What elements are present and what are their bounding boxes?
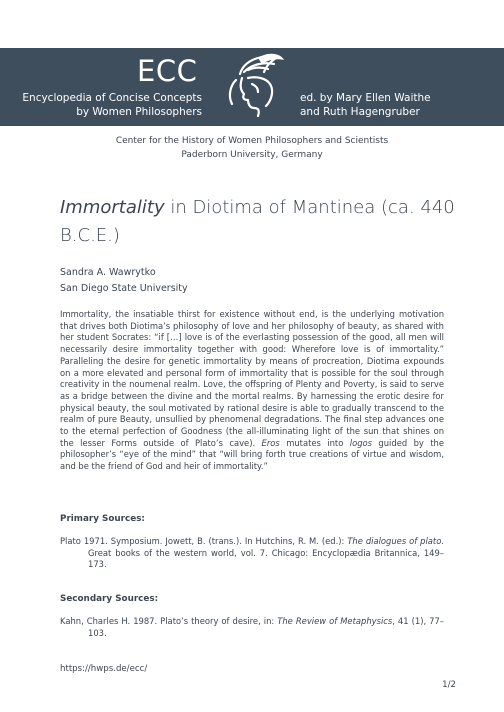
author-name: Sandra A. Wawrytko: [60, 267, 156, 278]
secondary-source-entry: [60, 616, 444, 639]
title-rest: in Diotima of Mantinea (ca. 440 B.C.E.): [60, 197, 455, 246]
secondary-ref-italic: The Review of Metaphysics: [277, 616, 393, 626]
footer-url[interactable]: https://hwps.de/ecc/: [60, 664, 148, 674]
series-title-line1: Encyclopedia of Concise Concepts: [22, 92, 202, 104]
title-italic: Immortality: [60, 197, 165, 218]
editors-line1: ed. by Mary Ellen Waithe: [300, 92, 431, 104]
abstract-logos: logos: [349, 437, 373, 448]
secondary-sources-heading: Secondary Sources:: [60, 594, 159, 604]
header-banner: [0, 48, 504, 126]
article-title: [60, 194, 460, 250]
primary-ref-pre: Plato 1971. Symposium. Jowett, B. (trans.). In Hutchins, R. M. (ed.):: [60, 536, 348, 546]
institution-line1: Center for the History of Women Philosophers and Scientists: [115, 136, 389, 146]
abstract: [60, 309, 444, 473]
abstract-part3: guided by the philosopher’s “eye of the mind” that “will bring forth true creations of virtue and wisdom, and be the friend of God and heir of immortality.”: [60, 437, 444, 472]
secondary-ref-pre: Kahn, Charles H. 1987. Plato’s theory of desire, in:: [60, 616, 278, 626]
secondary-ref-post: , 41 (1), 77–103.: [88, 616, 444, 638]
abstract-part1: Immortality, the insatiable thirst for existence without end, is the underlying motivation that drives both Diotima’s philosophy of love and her philosophy of beauty, as shared with her student Socrates: “if […] love is of the everlasting possession of the good, all men will necessarily desire immortality together with good: Wherefore love is of immortality.” Paralleling the desire for genetic immortality by means of procreation, Diotima expounds on a more elevated and personal form of immortality that is possible for the soul through creativity in the noumenal realm. Love, the offspring of Plenty and Poverty, is said to serve as a bridge between the divine and the mortal realms. By harnessing the erotic desire for physical beauty, the soul motivated by rational desire is able to gradually transcend to the realm of pure Beauty, unsullied by phenomenal degradations. The final step advances one to the eternal perfection of Goodness (the all-illuminating light of the sun that shines on the lesser Forms outside of Plato’s cave).: [60, 309, 444, 448]
primary-source-entry: [60, 536, 444, 571]
abstract-eros: Eros: [261, 437, 280, 448]
editors-line2: and Ruth Hagengruber: [300, 106, 420, 118]
institution-line2: Paderborn University, Germany: [181, 150, 323, 160]
author-affiliation: San Diego State University: [60, 283, 188, 294]
page-number: 1/2: [442, 680, 456, 690]
primary-ref-italic: The dialogues of plato.: [347, 536, 444, 546]
primary-ref-post: Great books of the western world, vol. 7. Chicago: Encyclopædia Britannica, 149–173.: [88, 547, 444, 570]
abstract-part2: mutates into: [279, 437, 350, 448]
ecc-acronym: ECC: [137, 54, 198, 88]
primary-sources-heading: Primary Sources:: [60, 514, 145, 524]
athena-helmet-profile-icon: [218, 50, 288, 124]
series-title-line2: by Women Philosophers: [76, 106, 202, 118]
